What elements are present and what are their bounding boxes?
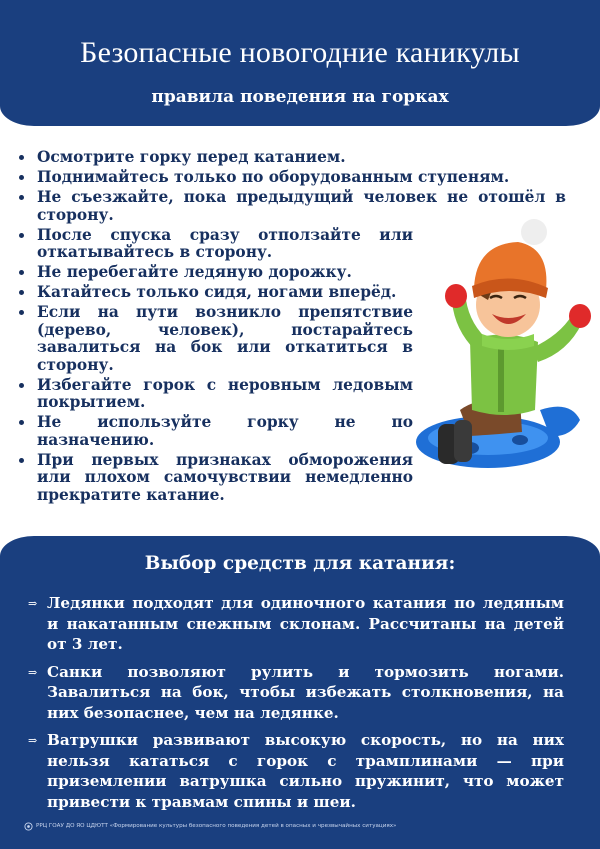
vehicle-choice-section <box>0 536 600 849</box>
rule-item: Не съезжайте, пока предыдущий человек не отошёл в сторону. <box>18 189 566 224</box>
option-item <box>28 662 564 724</box>
double-arrow-right-icon: ⇒ <box>28 597 38 610</box>
option-text: Санки позволяют рулить и тормозить ногами. Завалиться на бок, чтобы избежать столкновения, на них безопаснее, чем на ледянке. <box>47 662 564 722</box>
option-item <box>28 730 564 812</box>
option-text: Ледянки подходят для одиночного катания по ледяным и накатанным снежным склонам. Рассчитаны на детей от 3 лет. <box>47 594 564 653</box>
page-subtitle: правила поведения на горках <box>151 87 449 107</box>
double-arrow-right-icon: ⇒ <box>28 665 38 679</box>
rule-item: Не используйте горку не по назначению. <box>18 414 413 449</box>
child-on-sled-illustration <box>410 210 600 500</box>
option-text: Ватрушки развивают высокую скорость, но на них нельзя кататься с горок с трамплинами — при приземлении ватрушка сильно пружинит, что может привести к травмам спины и шеи. <box>47 731 564 811</box>
page-title: Безопасные новогодние каникулы <box>80 36 520 69</box>
rule-item: Осмотрите горку перед катанием. <box>18 149 566 167</box>
organization-logo-icon <box>24 822 33 831</box>
vehicle-options-list <box>28 593 564 819</box>
double-arrow-right-icon: ⇒ <box>28 734 38 747</box>
rule-item: Избегайте горок с неровным ледовым покрытием. <box>18 377 413 412</box>
footer-credit: РРЦ ГОАУ ДО ЯО ЦДЮТТ «Формирование культуры безопасного поведения детей в опасных и чрезвычайных ситуациях» <box>36 823 397 829</box>
section-title: Выбор средств для катания: <box>144 553 456 574</box>
header-banner <box>0 0 600 126</box>
rule-item: Если на пути возникло препятствие (дерево, человек), постарайтесь завалиться на бок или откатиться в сторону. <box>18 304 413 374</box>
rule-item: Не перебегайте ледяную дорожку. <box>18 264 413 282</box>
rule-item: При первых признаках обморожения или плохом самочувствии немедленно прекратите катание. <box>18 452 413 505</box>
option-item <box>28 593 564 655</box>
rule-item: Поднимайтесь только по оборудованным ступеням. <box>18 169 566 187</box>
rule-item: Катайтесь только сидя, ногами вперёд. <box>18 284 413 302</box>
rule-item: После спуска сразу отползайте или откатывайтесь в сторону. <box>18 227 413 262</box>
